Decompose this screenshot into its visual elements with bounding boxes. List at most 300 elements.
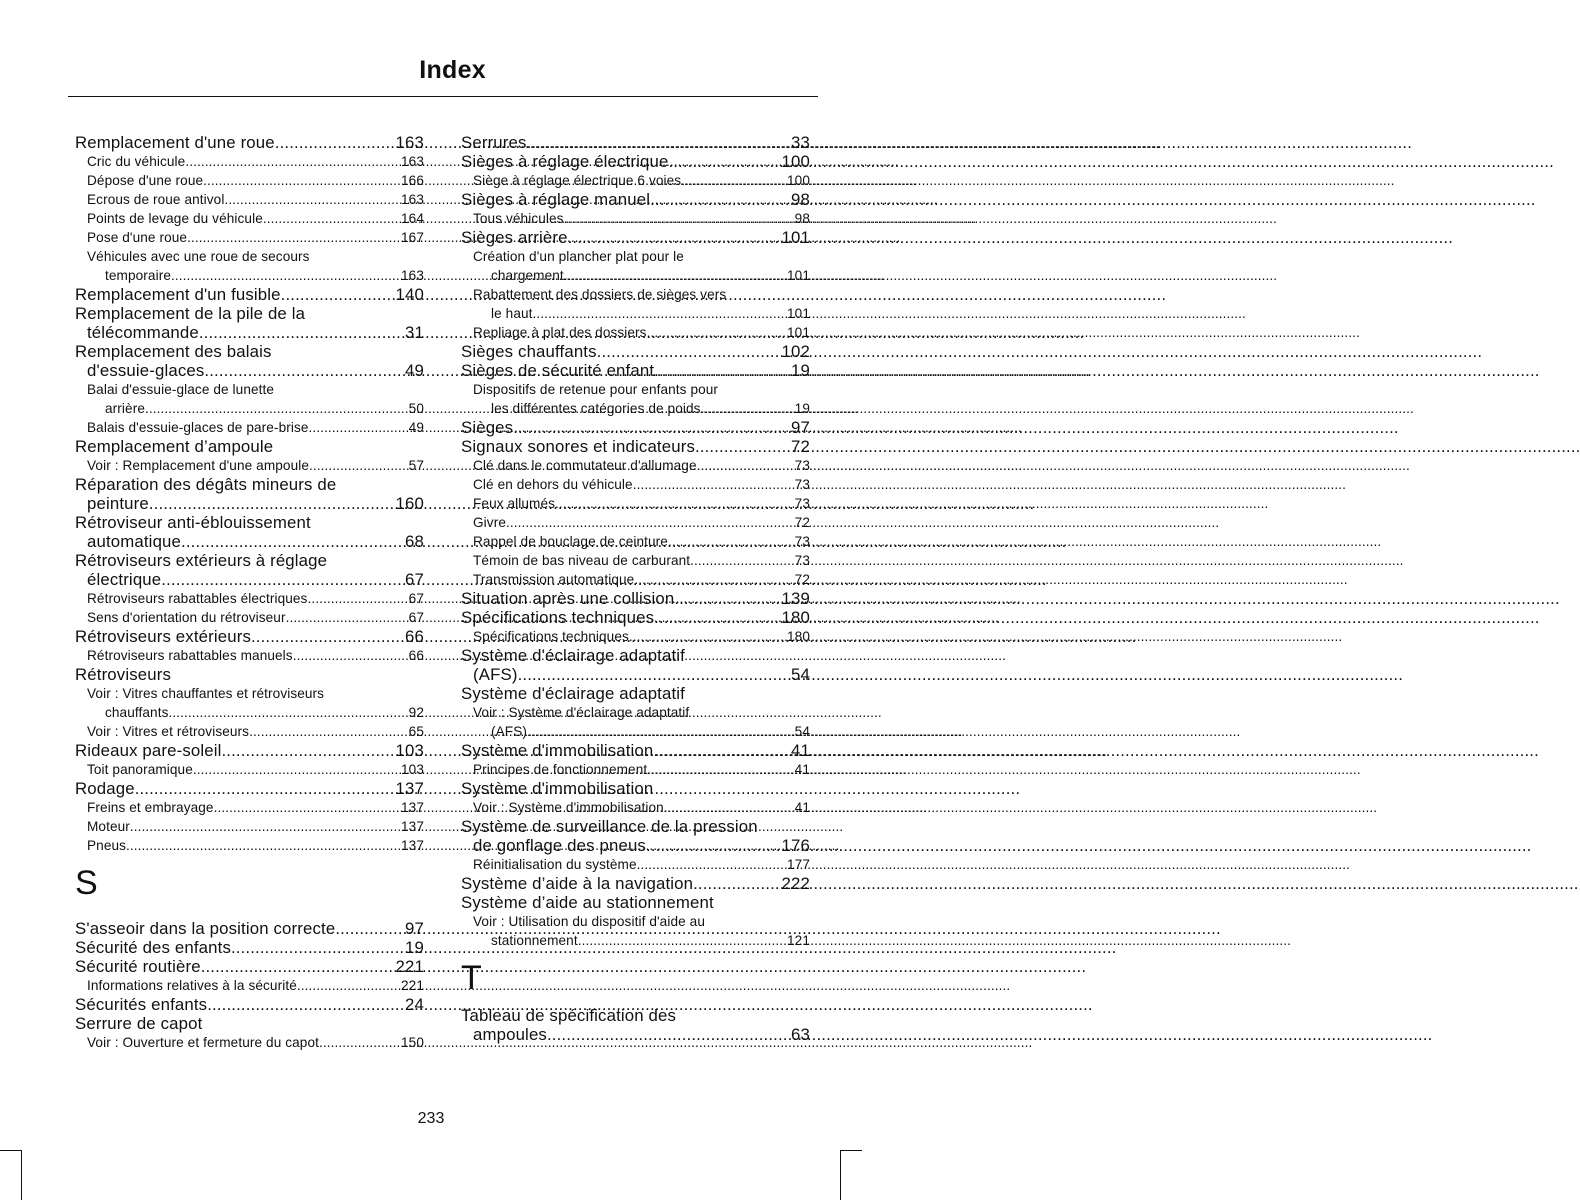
- index-subentry: [75, 589, 424, 608]
- index-entry: [461, 418, 810, 437]
- entry-text: Balais d'essuie-glaces de pare-brise: [87, 420, 309, 435]
- entry-page-number: 140: [395, 285, 424, 304]
- entry-page-number: 166: [401, 173, 424, 188]
- entry-text: Dispositifs de retenue pour enfants pour: [473, 382, 719, 397]
- entry-page-number: 163: [401, 268, 424, 283]
- dot-leader: [568, 228, 782, 247]
- index-subentry: [75, 399, 424, 418]
- entry-page-number: 73: [794, 458, 810, 473]
- entry-page-number: 66: [408, 648, 424, 663]
- entry-page-number: 137: [395, 779, 424, 798]
- index-entry: [461, 836, 810, 855]
- entry-text: Sièges: [461, 418, 514, 437]
- dot-leader: [224, 190, 401, 209]
- entry-page-number: 222: [781, 874, 810, 893]
- entry-text: Pneus: [87, 838, 127, 853]
- entry-text: télécommande: [87, 323, 199, 342]
- entry-page-number: 163: [401, 154, 424, 169]
- index-entry: [75, 342, 424, 361]
- dot-leader: [629, 627, 787, 646]
- dot-leader: [697, 456, 795, 475]
- entry-page-number: 150: [401, 1035, 424, 1050]
- entry-text: Situation après une collision: [461, 589, 675, 608]
- header-rule: [68, 96, 818, 97]
- dot-leader: [527, 722, 795, 741]
- index-column-right: [461, 133, 810, 1044]
- dot-leader: [161, 570, 405, 589]
- dot-leader: [263, 209, 401, 228]
- dot-leader: [668, 152, 781, 171]
- dot-leader: [249, 722, 409, 741]
- entry-page-number: 164: [401, 211, 424, 226]
- entry-page-number: 137: [401, 838, 424, 853]
- entry-page-number: 31: [405, 323, 424, 342]
- index-subentry: [461, 912, 810, 931]
- dot-leader: [564, 266, 787, 285]
- entry-page-number: 167: [401, 230, 424, 245]
- index-subentry: [461, 304, 810, 323]
- entry-page-number: 72: [791, 437, 810, 456]
- index-entry: [75, 741, 424, 760]
- index-subentry: [75, 1033, 424, 1052]
- entry-text: d'essuie-glaces: [87, 361, 205, 380]
- dot-leader: [633, 475, 795, 494]
- entry-text: Rétroviseurs rabattables électriques: [87, 591, 308, 606]
- entry-page-number: 160: [395, 494, 424, 513]
- index-entry: [75, 551, 424, 570]
- entry-text: Sécurité routière: [75, 957, 201, 976]
- index-entry: [461, 437, 810, 456]
- entry-text: Spécifications techniques: [473, 629, 629, 644]
- index-entry: [461, 190, 810, 209]
- index-entry: [461, 893, 810, 912]
- entry-text: Siège à réglage électrique 6 voies: [473, 173, 682, 188]
- dot-leader: [171, 266, 401, 285]
- index-entry: [75, 133, 424, 152]
- entry-text: Réparation des dégâts mineurs de: [75, 475, 337, 494]
- entry-page-number: 163: [401, 192, 424, 207]
- entry-text: chauffants: [105, 705, 169, 720]
- entry-page-number: 101: [781, 228, 810, 247]
- entry-text: Création d'un plancher plat pour le: [473, 249, 684, 264]
- entry-text: Remplacement d'un fusible: [75, 285, 281, 304]
- index-entry: [461, 589, 810, 608]
- dot-leader: [654, 608, 781, 627]
- entry-text: Remplacement des balais: [75, 342, 272, 361]
- entry-page-number: 73: [794, 534, 810, 549]
- dot-leader: [187, 228, 401, 247]
- index-entry: [75, 957, 424, 976]
- dot-leader: [275, 133, 396, 152]
- entry-text: Système d'immobilisation: [461, 779, 654, 798]
- index-subentry: [461, 931, 810, 950]
- entry-text: Voir : Vitres et rétroviseurs: [87, 724, 250, 739]
- index-entry: [75, 304, 424, 323]
- index-entry: [461, 741, 810, 760]
- entry-text: Rétroviseurs: [75, 665, 171, 684]
- index-subentry: [461, 570, 810, 589]
- dot-leader: [251, 627, 405, 646]
- entry-text: les différentes catégories de poids: [491, 401, 701, 416]
- entry-text: arrière: [105, 401, 145, 416]
- entry-page-number: 180: [787, 629, 810, 644]
- entry-page-number: 176: [781, 836, 810, 855]
- entry-text: Sécurité des enfants: [75, 938, 231, 957]
- index-entry: [75, 995, 424, 1014]
- index-subentry: [75, 228, 424, 247]
- index-entry: [75, 938, 424, 957]
- entry-page-number: 67: [408, 610, 424, 625]
- entry-text: automatique: [87, 532, 182, 551]
- index-subentry: [461, 456, 810, 475]
- dot-leader: [693, 874, 781, 893]
- entry-text: (AFS): [491, 724, 527, 739]
- index-subentry: [461, 266, 810, 285]
- index-entry: [461, 361, 810, 380]
- index-subentry: [75, 684, 424, 703]
- entry-text: Freins et embrayage: [87, 800, 214, 815]
- index-entry: [461, 342, 810, 361]
- entry-page-number: 41: [791, 741, 810, 760]
- index-entry: [75, 323, 424, 342]
- entry-page-number: 68: [405, 532, 424, 551]
- index-entry: [75, 475, 424, 494]
- index-entry: [461, 608, 810, 627]
- entry-page-number: 103: [401, 762, 424, 777]
- entry-page-number: 24: [405, 995, 424, 1014]
- entry-text: Remplacement d’ampoule: [75, 437, 274, 456]
- entry-page-number: 98: [791, 190, 810, 209]
- crop-mark-left-vertical: [21, 1150, 22, 1200]
- index-subentry: [461, 551, 810, 570]
- entry-text: ampoules: [473, 1025, 547, 1044]
- dot-leader: [204, 361, 405, 380]
- page-number: 233: [417, 1110, 445, 1127]
- entry-text: Voir : Ouverture et fermeture du capot: [87, 1035, 319, 1050]
- dot-leader: [149, 494, 396, 513]
- dot-leader: [555, 494, 795, 513]
- entry-text: Voir : Utilisation du dispositif d'aide au: [473, 914, 705, 929]
- dot-leader: [690, 551, 795, 570]
- dot-leader: [135, 779, 396, 798]
- entry-page-number: 101: [787, 268, 810, 283]
- page-title: [0, 56, 817, 85]
- index-column-left: [75, 133, 424, 1052]
- entry-text: Spécifications techniques: [461, 608, 655, 627]
- index-subentry: [75, 722, 424, 741]
- entry-text: Rétroviseurs extérieurs: [75, 627, 251, 646]
- entry-text: Rabattement des dossiers de sièges vers: [473, 287, 727, 302]
- index-subentry: [75, 247, 424, 266]
- dot-leader: [207, 995, 405, 1014]
- crop-mark-left-horizontal: [0, 1150, 21, 1151]
- dot-leader: [527, 133, 791, 152]
- crop-mark-right-vertical: [840, 1150, 841, 1200]
- entry-text: Rodage: [75, 779, 135, 798]
- dot-leader: [286, 608, 409, 627]
- index-subentry: [75, 152, 424, 171]
- entry-text: Système d'éclairage adaptatif: [461, 684, 685, 703]
- dot-leader: [578, 931, 787, 950]
- index-entry: [461, 646, 810, 665]
- entry-text: Système de surveillance de la pression: [461, 817, 758, 836]
- entry-text: Balai d'essuie-glace de lunette: [87, 382, 275, 397]
- entry-text: Voir : Système d'éclairage adaptatif: [473, 705, 690, 720]
- index-subentry: [461, 380, 810, 399]
- dot-leader: [130, 817, 401, 836]
- dot-leader: [513, 418, 791, 437]
- entry-text: Principes de fonctionnement: [473, 762, 648, 777]
- index-entry: [461, 874, 810, 893]
- entry-text: peinture: [87, 494, 149, 513]
- entry-text: (AFS): [473, 665, 518, 684]
- entry-page-number: 73: [794, 496, 810, 511]
- dot-leader: [654, 361, 791, 380]
- index-subentry: [461, 494, 810, 513]
- index-subentry: [75, 418, 424, 437]
- dot-leader: [653, 741, 791, 760]
- dot-leader: [533, 304, 788, 323]
- entry-page-number: 100: [787, 173, 810, 188]
- index-subentry: [75, 976, 424, 995]
- entry-text: Rétroviseur anti-éblouissement: [75, 513, 311, 532]
- entry-text: Points de levage du véhicule: [87, 211, 263, 226]
- entry-text: Système d’aide au stationnement: [461, 893, 714, 912]
- entry-page-number: 72: [794, 572, 810, 587]
- dot-leader: [185, 152, 401, 171]
- index-subentry: [461, 532, 810, 551]
- entry-text: Système d'éclairage adaptatif: [461, 646, 685, 665]
- index-entry: [461, 133, 810, 152]
- index-entry: [75, 665, 424, 684]
- dot-leader: [293, 646, 409, 665]
- crop-mark-right-horizontal: [841, 1150, 862, 1151]
- index-subentry: [461, 627, 810, 646]
- section-letter: T: [461, 959, 482, 997]
- dot-leader: [646, 836, 782, 855]
- index-entry: [461, 1006, 810, 1025]
- entry-page-number: 103: [395, 741, 424, 760]
- entry-page-number: 98: [794, 211, 810, 226]
- entry-text: Dépose d'une roue: [87, 173, 204, 188]
- index-subentry: [75, 266, 424, 285]
- dot-leader: [319, 1033, 401, 1052]
- dot-leader: [701, 399, 795, 418]
- entry-page-number: 180: [781, 608, 810, 627]
- index-subentry: [75, 190, 424, 209]
- dot-leader: [309, 456, 409, 475]
- entry-text: Tableau de spécification des: [461, 1006, 677, 1025]
- dot-leader: [518, 665, 791, 684]
- index-entry: [75, 532, 424, 551]
- dot-leader: [201, 957, 396, 976]
- index-subentry: [75, 456, 424, 475]
- entry-text: stationnement: [491, 933, 578, 948]
- entry-page-number: 97: [791, 418, 810, 437]
- entry-page-number: 102: [781, 342, 810, 361]
- entry-text: Voir : Système d'immobilisation: [473, 800, 664, 815]
- index-subentry: [461, 855, 810, 874]
- entry-text: Serrures: [461, 133, 527, 152]
- index-entry: [461, 779, 810, 798]
- index-entry: [461, 684, 810, 703]
- entry-text: le haut: [491, 306, 533, 321]
- entry-page-number: 67: [405, 570, 424, 589]
- dot-leader: [681, 171, 787, 190]
- dot-leader: [281, 285, 396, 304]
- entry-page-number: 19: [405, 938, 424, 957]
- index-entry: [75, 361, 424, 380]
- index-entry: [75, 437, 424, 456]
- index-subentry: [461, 209, 810, 228]
- entry-page-number: 121: [787, 933, 810, 948]
- entry-page-number: 92: [408, 705, 424, 720]
- index-subentry: [75, 760, 424, 779]
- index-subentry: [461, 285, 810, 304]
- entry-text: Clé en dehors du véhicule: [473, 477, 633, 492]
- entry-page-number: 163: [395, 133, 424, 152]
- entry-text: Pose d'une roue: [87, 230, 188, 245]
- index-entry: [461, 152, 810, 171]
- entry-text: Remplacement d'une roue: [75, 133, 275, 152]
- dot-leader: [214, 798, 401, 817]
- entry-page-number: 65: [408, 724, 424, 739]
- entry-text: Givre: [473, 515, 506, 530]
- index-subentry: [75, 798, 424, 817]
- entry-text: Sens d'orientation du rétroviseur: [87, 610, 286, 625]
- entry-page-number: 137: [401, 800, 424, 815]
- index-entry: [461, 1025, 810, 1044]
- index-entry: [75, 919, 424, 938]
- entry-text: Ecrous de roue antivol: [87, 192, 225, 207]
- entry-text: Moteur: [87, 819, 130, 834]
- dot-leader: [637, 855, 787, 874]
- entry-page-number: 54: [791, 665, 810, 684]
- entry-page-number: 19: [794, 401, 810, 416]
- entry-page-number: 49: [408, 420, 424, 435]
- index-entry: [75, 779, 424, 798]
- dot-leader: [145, 399, 409, 418]
- entry-page-number: 221: [395, 957, 424, 976]
- entry-page-number: 66: [405, 627, 424, 646]
- entry-page-number: 72: [794, 515, 810, 530]
- dot-leader: [307, 589, 408, 608]
- entry-text: Cric du véhicule: [87, 154, 186, 169]
- index-subentry: [75, 646, 424, 665]
- entry-text: Serrure de capot: [75, 1014, 203, 1033]
- index-subentry: [461, 475, 810, 494]
- dot-leader: [547, 1025, 791, 1044]
- entry-text: Voir : Remplacement d'une ampoule: [87, 458, 310, 473]
- entry-page-number: 63: [791, 1025, 810, 1044]
- entry-text: Sièges à réglage manuel: [461, 190, 651, 209]
- index-subentry: [461, 703, 810, 722]
- dot-leader: [650, 190, 791, 209]
- entry-text: Rétroviseurs rabattables manuels: [87, 648, 293, 663]
- entry-page-number: 57: [408, 458, 424, 473]
- page-title-text: Index: [419, 56, 486, 84]
- entry-text: Sièges de sécurité enfant: [461, 361, 655, 380]
- entry-page-number: 67: [408, 591, 424, 606]
- entry-page-number: 19: [791, 361, 810, 380]
- dot-leader: [231, 938, 405, 957]
- index-entry: [75, 627, 424, 646]
- dot-leader: [203, 171, 401, 190]
- index-subentry: [461, 247, 810, 266]
- dot-leader: [309, 418, 409, 437]
- entry-text: chargement: [491, 268, 564, 283]
- dot-leader: [668, 532, 795, 551]
- entry-page-number: 101: [787, 325, 810, 340]
- entry-text: Sièges arrière: [461, 228, 568, 247]
- entry-text: Réinitialisation du système: [473, 857, 637, 872]
- entry-page-number: 221: [401, 978, 424, 993]
- entry-text: Signaux sonores et indicateurs: [461, 437, 695, 456]
- entry-page-number: 54: [794, 724, 810, 739]
- entry-text: Informations relatives à la sécurité: [87, 978, 297, 993]
- entry-text: Système d’aide à la navigation: [461, 874, 694, 893]
- entry-page-number: 49: [405, 361, 424, 380]
- index-subentry: [461, 513, 810, 532]
- index-entry: [75, 570, 424, 589]
- index-entry: [75, 1014, 424, 1033]
- entry-text: de gonflage des pneus: [473, 836, 646, 855]
- dot-leader: [597, 342, 782, 361]
- entry-text: Rappel de bouclage de ceinture: [473, 534, 668, 549]
- dot-leader: [506, 513, 795, 532]
- entry-page-number: 33: [791, 133, 810, 152]
- entry-text: Rétroviseurs extérieurs à réglage: [75, 551, 328, 570]
- entry-text: Repliage à plat des dossiers: [473, 325, 647, 340]
- dot-leader: [335, 919, 405, 938]
- section-letter: S: [75, 864, 98, 902]
- entry-text: Tous véhicules: [473, 211, 564, 226]
- index-subentry: [461, 171, 810, 190]
- dot-leader: [222, 741, 396, 760]
- entry-page-number: 177: [787, 857, 810, 872]
- entry-text: Clé dans le commutateur d'allumage: [473, 458, 697, 473]
- dot-leader: [297, 976, 401, 995]
- dot-leader: [126, 836, 401, 855]
- index-subentry: [461, 760, 810, 779]
- entry-text: Transmission automatique: [473, 572, 635, 587]
- index-entry: [461, 665, 810, 684]
- entry-text: Rideaux pare-soleil: [75, 741, 222, 760]
- dot-leader: [674, 589, 781, 608]
- entry-page-number: 41: [794, 800, 810, 815]
- entry-page-number: 101: [787, 306, 810, 321]
- entry-page-number: 73: [794, 477, 810, 492]
- index-subentry: [75, 380, 424, 399]
- index-subentry: [75, 836, 424, 855]
- entry-text: Feux allumés: [473, 496, 556, 511]
- dot-leader: [168, 703, 408, 722]
- index-subentry: [75, 209, 424, 228]
- entry-page-number: 100: [781, 152, 810, 171]
- index-subentry: [461, 399, 810, 418]
- entry-text: Sécurités enfants: [75, 995, 208, 1014]
- dot-leader: [199, 323, 405, 342]
- entry-text: Sièges chauffants: [461, 342, 597, 361]
- entry-page-number: 50: [408, 401, 424, 416]
- entry-text: électrique: [87, 570, 162, 589]
- dot-leader: [647, 760, 794, 779]
- index-entry: [461, 817, 810, 836]
- entry-text: S'asseoir dans la position correcte: [75, 919, 336, 938]
- entry-text: Sièges à réglage électrique: [461, 152, 669, 171]
- index-subentry: [75, 171, 424, 190]
- index-entry: [75, 285, 424, 304]
